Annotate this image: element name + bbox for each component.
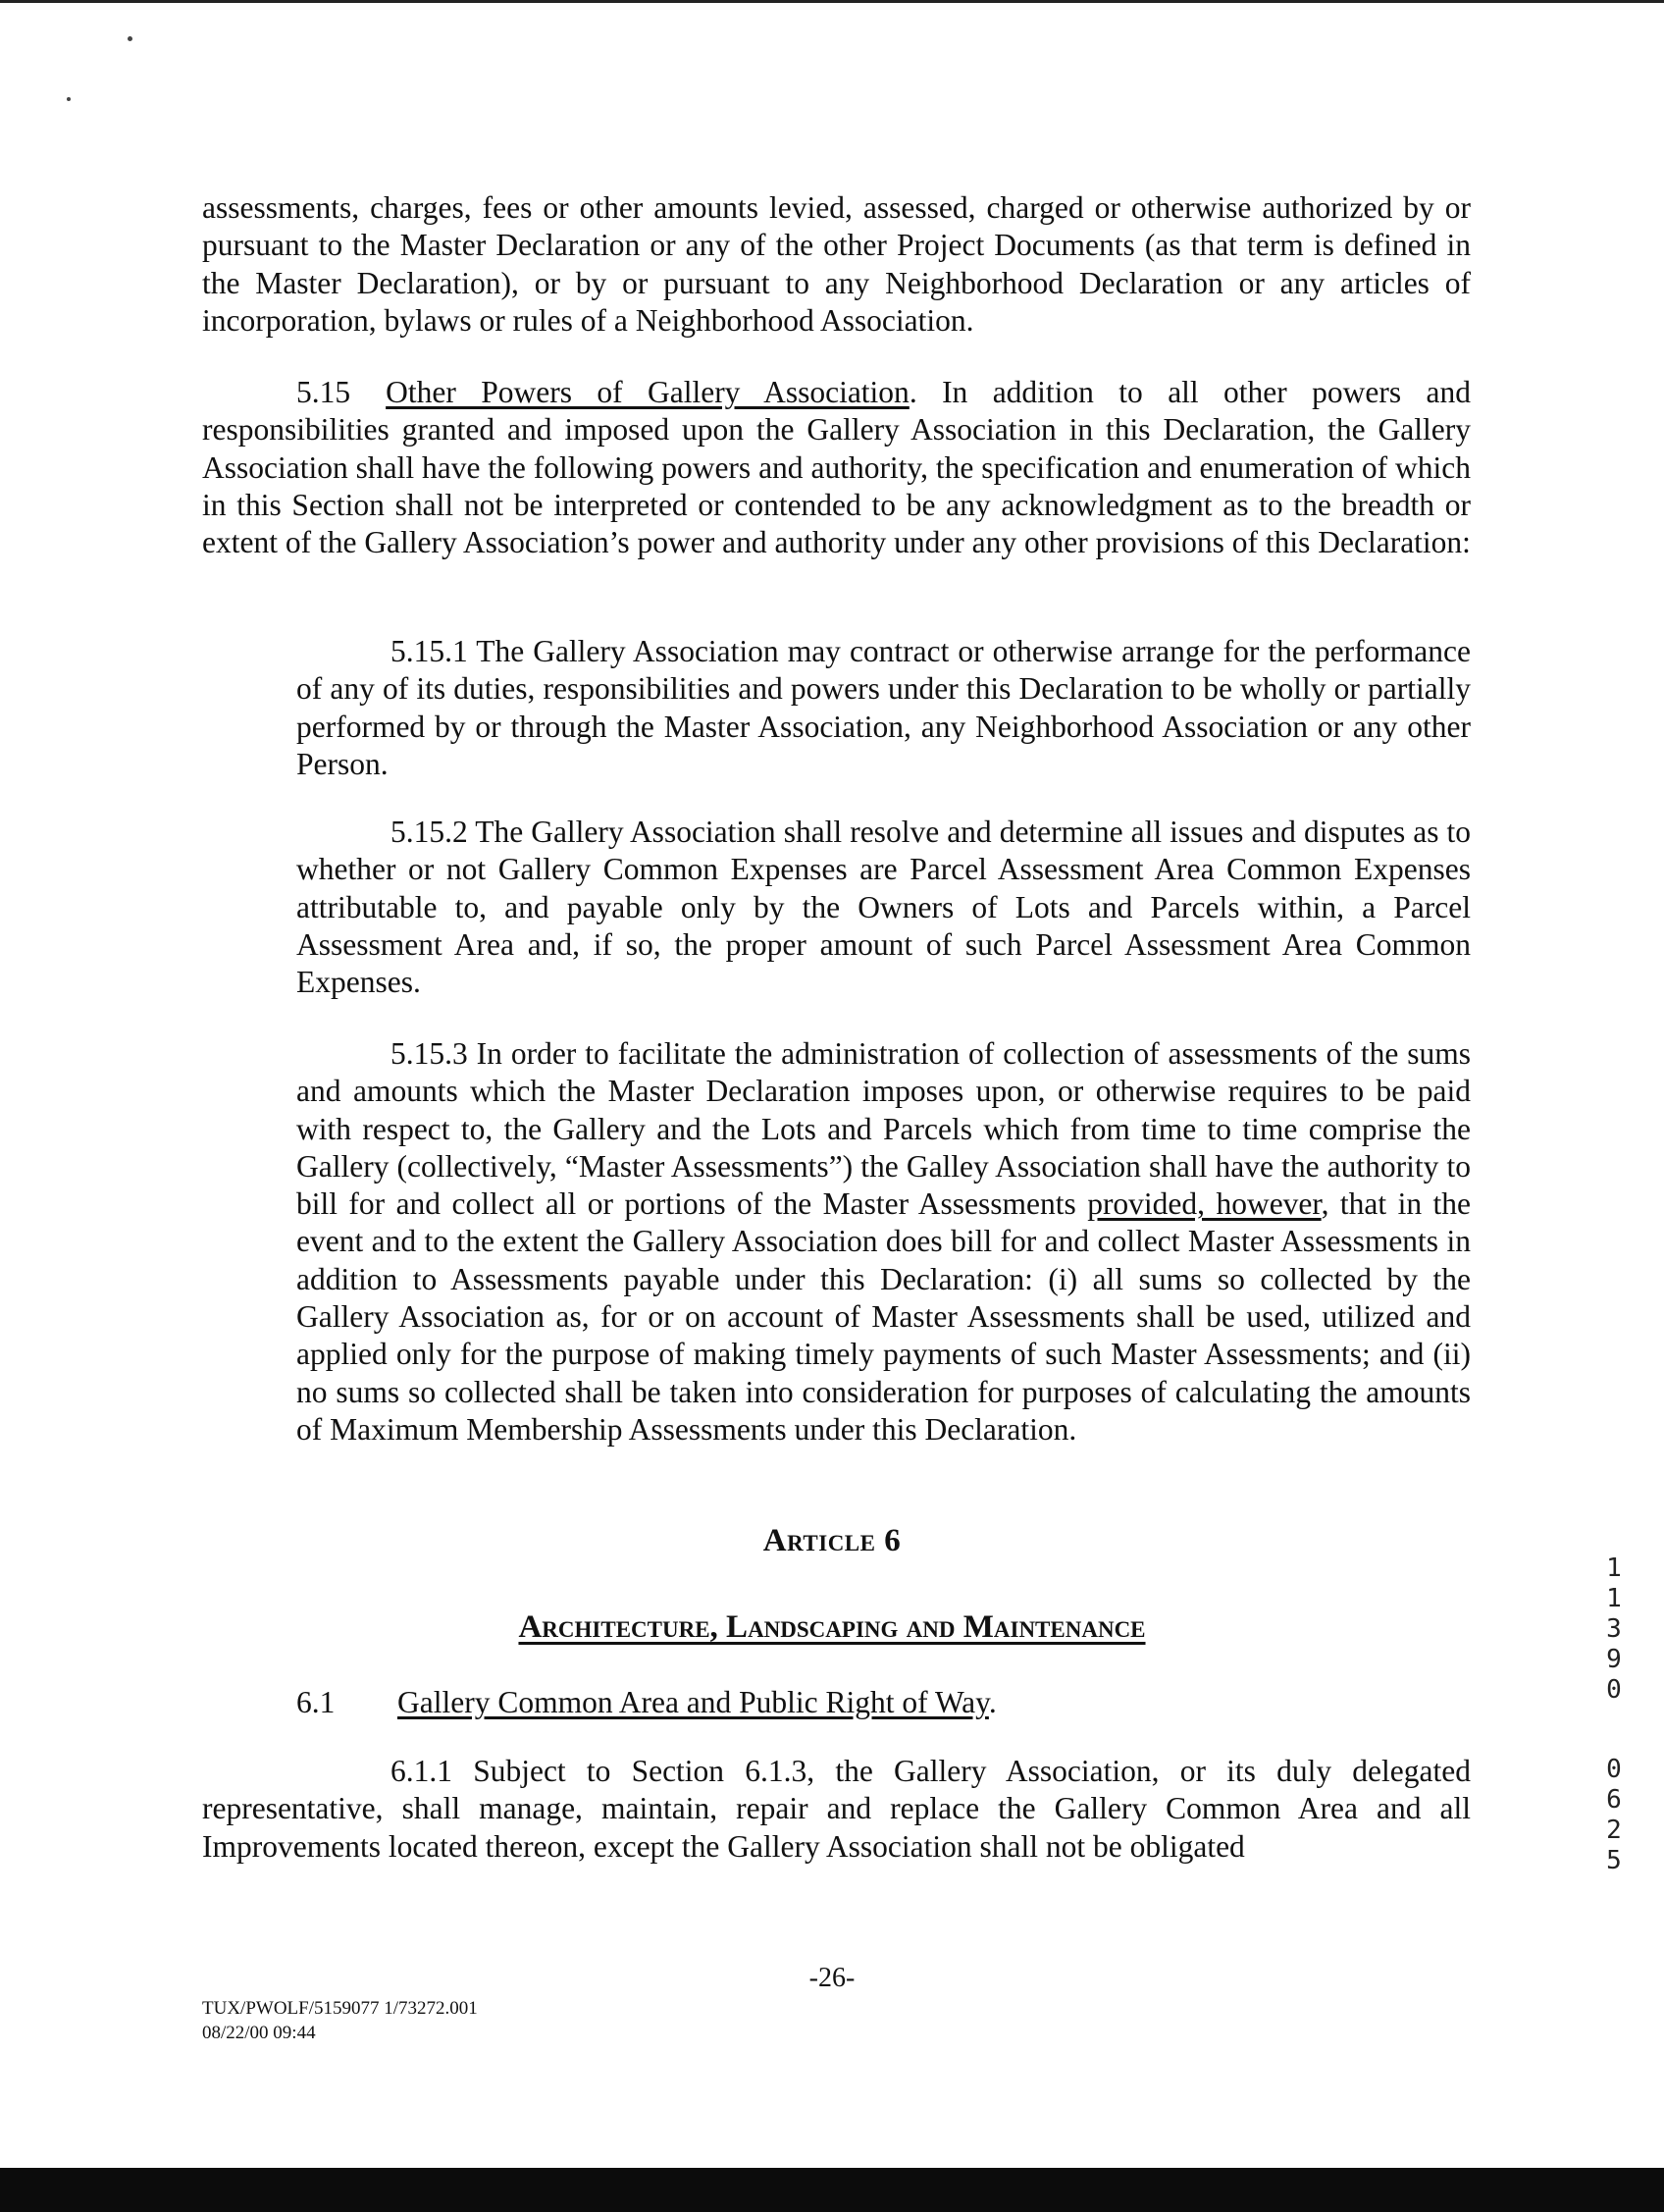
stamp-digit: 2 (1606, 1816, 1622, 1845)
intro-paragraph: assessments, charges, fees or other amounts levied, assessed, charged or otherwise authorized by or pursuant to the Master Declaration or any of the other Project Documents (as that term is defined in the Master Declaration), or by or pursuant to any Neighborhood Declaration or any articles of incorporation, bylaws or rules of a Neighborhood Association. (202, 190, 1471, 338)
section-5-15-body: . In addition to all other powers and responsibilities granted and imposed upon the Gallery Association in this Declaration, the Gallery Association shall have the following powers and authority, the specification and enumeration of which in this Section shall not be interpreted or contended to be any acknowledgment as to the breadth or extent of the Gallery Association’s power and authority under any other provisions of this Declaration: (202, 375, 1471, 560)
scan-speck (67, 97, 71, 101)
scan-top-edge (0, 0, 1664, 3)
article-number: Article 6 (762, 1523, 902, 1558)
page-number: -26- (808, 1963, 856, 1993)
stamp-digit: 0 (1606, 1755, 1622, 1784)
footer-doc-id: TUX/PWOLF/5159077 1/73272.001 (202, 1998, 478, 2019)
stamp-digit: 1 (1606, 1554, 1622, 1583)
section-5-15-3 (296, 1035, 1471, 1448)
document-footer (202, 1996, 478, 2045)
footer-timestamp: 08/22/00 09:44 (202, 2023, 316, 2043)
section-6-1-period: . (988, 1685, 997, 1719)
provided-however: provided, however (1087, 1186, 1322, 1222)
section-5-15 (202, 374, 1471, 561)
stamp-digit: 0 (1606, 1675, 1622, 1705)
stamp-digit: 5 (1606, 1846, 1622, 1875)
stamp-digit: 9 (1606, 1645, 1622, 1674)
article-title (0, 1609, 1664, 1646)
article-title-text: Architecture, Landscaping and Maintenance (518, 1609, 1146, 1645)
section-5-15-3-rest: , that in the event and to the extent the Gallery Association does bill for and collect Master Assessments in addition to Assessments payable under this Declaration: (i) all sums so collected by the Gallery Association as, for or on account of Master Assessments shall be used, utilized and applied only for the purpose of making timely payments of such Master Assessments; and (ii) no sums so collected shall be taken into consideration for purposes of calculating the amounts of Maximum Membership Assessments under this Declaration. (296, 1186, 1471, 1447)
stamp-digit: 1 (1606, 1584, 1622, 1613)
section-5-15-number: 5.15 (296, 375, 351, 409)
section-6-1-1: 6.1.1 Subject to Section 6.1.3, the Gallery Association, or its duly delegated representative, shall manage, maintain, repair and replace the Gallery Common Area and all Improvements located thereon, except the Gallery Association shall not be obligated (202, 1754, 1471, 1864)
section-6-1-title: Gallery Common Area and Public Right of Way (397, 1685, 989, 1719)
stamp-digit: 3 (1606, 1614, 1622, 1644)
section-5-15-3-text: 5.15.3 In order to facilitate the administration of collection of assessments of the sums and amounts which the Master Declaration imposes upon, or otherwise requires to be paid with respect to, the Gallery and the Lots and Parcels which from time to time comprise the Gallery (collectively, “Master Assessments”) the Galley Association shall have the authority to bill for and collect all or portions of the Master Assessments (296, 1036, 1471, 1222)
recording-stamp (1597, 1554, 1631, 1876)
section-6-1-heading (296, 1684, 997, 1721)
section-6-1-number: 6.1 (296, 1685, 336, 1719)
section-5-15-title: Other Powers of Gallery Association (386, 375, 910, 409)
section-5-15-2: 5.15.2 The Gallery Association shall resolve and determine all issues and disputes as to whether or not Gallery Common Expenses are Parcel Assessment Area Common Expenses attributable to, and payable only by the Owners of Lots and Parcels within, a Parcel Assessment Area and, if so, the proper amount of such Parcel Assessment Area Common Expenses. (296, 815, 1471, 1000)
section-5-15-1: 5.15.1 The Gallery Association may contract or otherwise arrange for the performance of any of its duties, responsibilities and powers under this Declaration to be wholly or partially performed by or through the Master Association, any Neighborhood Association or any other Person. (296, 634, 1471, 781)
scan-bottom-band (0, 2168, 1664, 2212)
scan-speck (128, 36, 132, 41)
stamp-digit: 6 (1606, 1785, 1622, 1815)
